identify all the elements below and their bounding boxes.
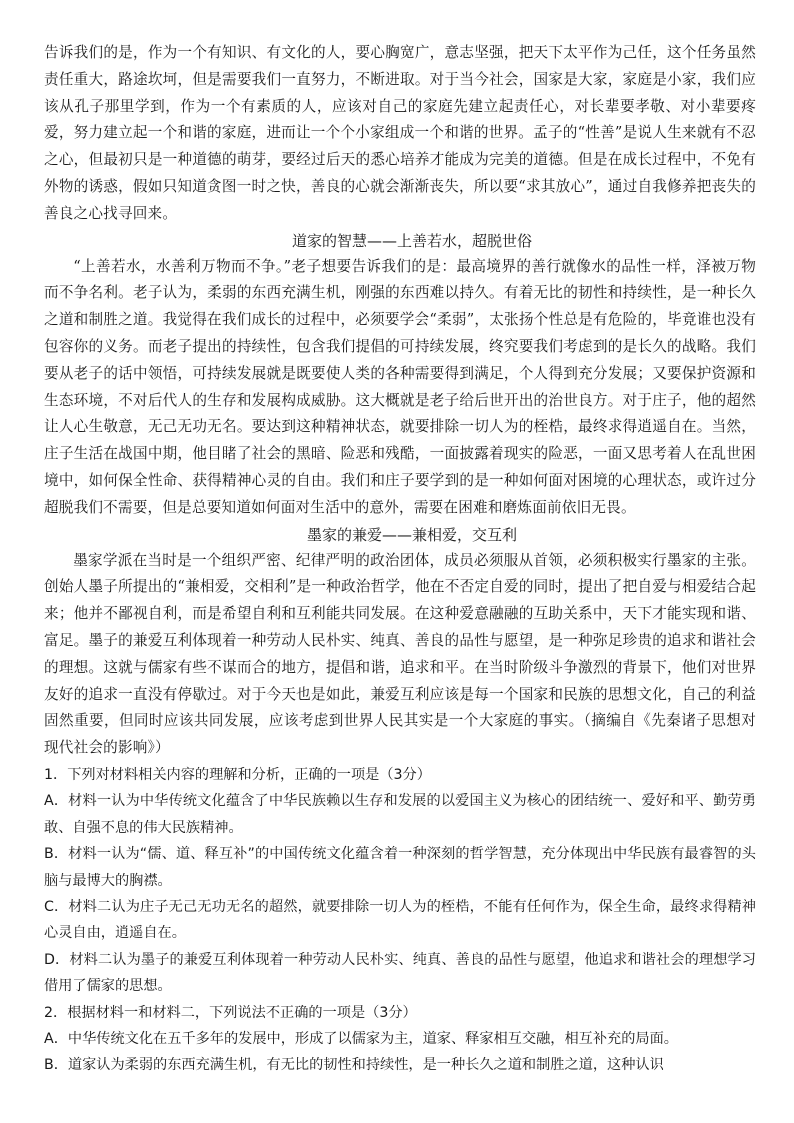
question-1-stem: 1．下列对材料相关内容的理解和分析，正确的一项是（3分）	[44, 766, 431, 783]
document-page	[44, 40, 756, 1079]
daoist-section-heading: 道家的智慧——上善若水，超脱世俗	[291, 231, 532, 250]
question-1-option-a: A．材料一认为中华传统文化蕴含了中华民族赖以生存和发展的以爱国主义为核心的团结统一、爱好和平、勤劳勇敢、自强不息的伟大民族精神。	[44, 793, 756, 836]
question-2-stem: 2．根据材料一和材料二，下列说法不正确的一项是（3分）	[44, 1004, 417, 1021]
intro-paragraph: 告诉我们的是，作为一个有知识、有文化的人，要心胸宽广，意志坚强，把天下太平作为己任，这个任务虽然责任重大，路途坎坷，但是需要我们一直努力，不断进取。对于当今社会，国家是大家，家庭是小家，我们应该从孔子那里学到，作为一个有素质的人，应该对自己的家庭先建立起责任心，对长辈要孝敬、对小辈要疼爱，努力建立起一个和谐的家庭，进而让一个个小家组成一个和谐的世界。孟子的“性善”是说人生来就有不忍之心，但最初只是一种道德的萌芽，要经过后天的悉心培养才能成为完美的道德。但是在成长过程中，不免有外物的诱惑，假如只知道贪图一时之快，善良的心就会渐渐丧失，所以要“求其放心”，通过自我修养把丧失的善良之心找寻回来。	[44, 44, 756, 222]
question-2-option-b: B．道家认为柔弱的东西充满生机，有无比的韧性和持续性，是一种长久之道和制胜之道，这种认识	[44, 1057, 664, 1074]
question-1-option-c: C．材料二认为庄子无己无功无名的超然，就要排除一切人为的桎梏，不能有任何作为，保全生命，最终求得精神心灵自由，逍遥自在。	[44, 898, 756, 942]
mohist-paragraph: 墨家学派在当时是一个组织严密、纪律严明的政治团体，成员必须服从首领，必须积极实行墨家的主张。创始人墨子所提出的“兼相爱，交相利”是一种政治哲学，他在不否定自爱的同时，提出了把自爱与相爱结合起来；他并不鄙视自利，而是希望自利和互利能共同发展。在这种爱意融融的互助关系中，天下才能实现和谐、富足。墨子的兼爱互利体现着一种劳动人民朴实、纯真、善良的品性与愿望，是一种弥足珍贵的追求和谐社会的理想。这就与儒家有些不谋而合的地方，提倡和谐，追求和平。在当时阶级斗争激烈的背景下，他们对世界友好的追求一直没有停歇过。对于今天也是如此，兼爱互利应该是每一个国家和民族的思想文化，自己的利益固然重要，但同时应该共同发展，应该考虑到世界人民其实是一个大家庭的事实。（摘编自《先秦诸子思想对现代社会的影响》）	[44, 551, 756, 757]
question-1-option-b: B．材料一认为“儒、道、释互补”的中国传统文化蕴含着一种深刻的哲学智慧，充分体现出中华民族有最睿智的头脑与最博大的胸襟。	[44, 846, 756, 889]
question-2-option-a: A．中华传统文化在五千多年的发展中，形成了以儒家为主，道家、释家相互交融，相互补充的局面。	[44, 1030, 678, 1047]
question-1-option-d: D．材料二认为墨子的兼爱互利体现着一种劳动人民朴实、纯真、善良的品性与愿望，他追求和谐社会的理想学习借用了儒家的思想。	[44, 951, 756, 995]
daoist-paragraph: “上善若水，水善利万物而不争。”老子想要告诉我们的是：最高境界的善行就像水的品性一样，泽被万物而不争名利。老子认为，柔弱的东西充满生机，刚强的东西难以持久。有着无比的韧性和持续性，是一种长久之道和制胜之道。我觉得在我们成长的过程中，必须要学会“柔弱”，太张扬个性总是有危险的，毕竟谁也没有包容你的义务。而老子提出的持续性，包含我们提倡的可持续发展，终究要我们考虑到的是长久的战略。我们要从老子的话中领悟，可持续发展就是既要使人类的各种需要得到满足，个人得到充分发展；又要保护资源和生态环境，不对后代人的生存和发展构成威胁。这大概就是老子给后世开出的治世良方。对于庄子，他的超然让人心生敬意，无己无功无名。要达到这种精神状态，就要排除一切人为的桎梏，最终求得逍遥自在。当然，庄子生活在战国中期，他目睹了社会的黑暗、险恶和残酷，一面披露着现实的险恶，一面又思考着人在乱世困境中，如何保全性命、获得精神心灵的自由。我们和庄子要学到的是一种如何面对困境的心理状态，或许过分超脱我们不需要，但是总要知道如何面对生活中的意外，需要在困难和磨炼面前依旧无畏。	[44, 257, 756, 516]
mohist-section-heading: 墨家的兼爱——兼相爱，交互利	[306, 525, 517, 544]
